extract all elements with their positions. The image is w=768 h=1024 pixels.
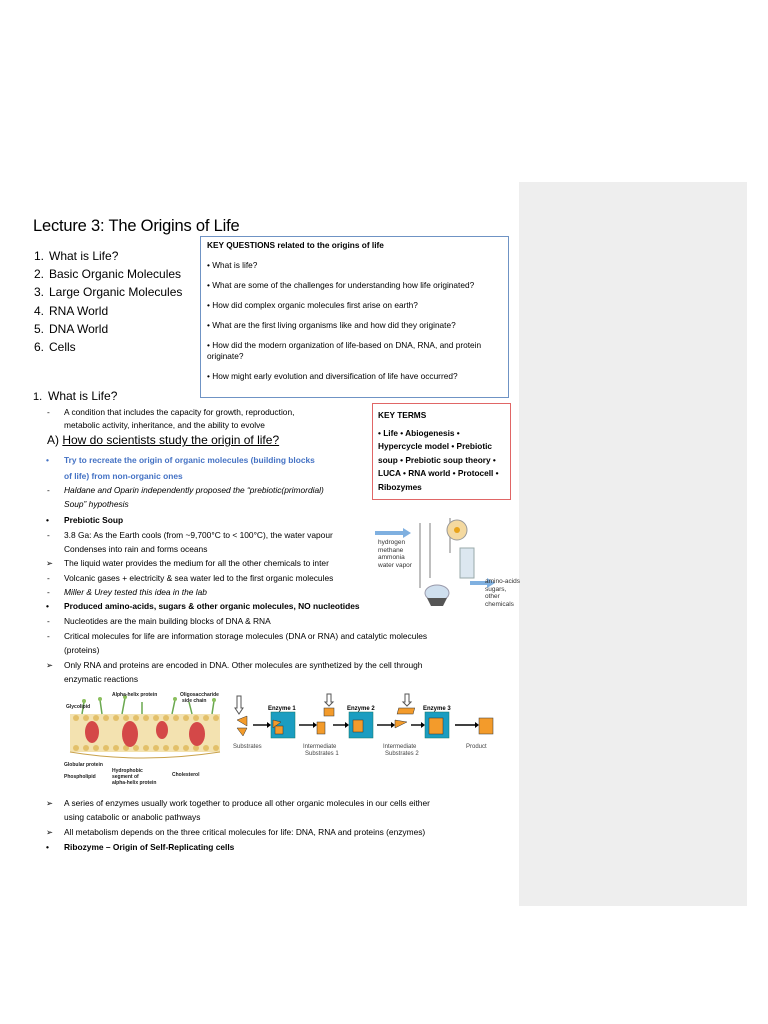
miller-output-labels: amino-acids sugars, other chemicals — [485, 578, 521, 608]
key-question: • How did the modern organization of life-based on DNA, RNA, and protein originate? — [207, 340, 482, 361]
key-question: • What is life? — [207, 260, 258, 270]
key-questions-title: KEY QUESTIONS related to the origins of life — [207, 240, 384, 250]
toc-item: 1. What is Life? — [34, 249, 119, 263]
key-terms-text — [378, 409, 506, 494]
key-terms-list: • Life • Abiogenesis • Hypercycle model • Prebiotic soup • Prebiotic soup theory • LUCA • RNA world • Protocell • Ribozymes — [378, 427, 499, 492]
key-question: • What are the first living organisms like and how did they originate? — [207, 320, 456, 330]
key-question: • How might early evolution and diversification of life have occurred? — [207, 371, 458, 381]
membrane-labels: Alpha-helix protein Oligosaccharide side chain Glycolipid Globular protein Phospholipid Hydrophobic segment of alpha-helix protein Cholesterol — [64, 692, 219, 786]
lecture-title: Lecture 3: The Origins of Life — [33, 217, 240, 235]
miller-input-labels: hydrogen methane ammonia water vapor — [378, 539, 412, 569]
section-heading: 1. What is Life? — [33, 389, 118, 403]
key-questions-text — [207, 240, 505, 382]
toc-item: 5. DNA World — [34, 321, 109, 336]
key-question: • What are some of the challenges for understanding how life originated? — [207, 280, 475, 290]
key-terms-title: KEY TERMS — [378, 410, 427, 420]
toc-item: 4. RNA World — [34, 303, 109, 318]
document-page: Lecture 3: The Origins of Life 1. What is Life? 2. Basic Organic Molecules 3. Large Organic Molecules 4. RNA World 5. DNA World 6. Cells KEY QUESTIONS related to the origins of life • What is life? • What are some of the challenges for understanding how life originated? • How did complex organic molecules first arise on earth? • What are the first living organisms like and how did they originate? • How did the modern organization of life-based on DNA, RNA, and protein originate? • How might early evolution and diversification of life have occurred? KEY TERMS • Life • Abiogenesis • Hypercycle model • Prebiotic soup • Prebiotic soup theory • LUCA • RNA world • Protocell • Ribozymes 1. What is Life? - A condition that includes the capacity for growth, reproduction, metabolic activity, inheritance, and the ability to evolve A) How do scientists study the origin of life? • Try to recreate the origin of organic molecules (building blocks of life) from non-organic ones - Haldane and Oparin independently proposed the “prebiotic(primordial) Soup” hypothesis • Prebiotic Soup - 3.8 Ga: As the Earth cools (from ~9,700°C to < 100°C), the water vapour Condenses into rain and forms oceans ➢ The liquid water provides the medium for all the other chemicals to inter - Volcanic gases + electricity & sea water led to the first organic molecules - Miller & Urey tested this idea in the lab • Produced amino-acids, sugars & other organic molecules, NO nucleotides - Nucleotides are the main building blocks of DNA & RNA - Critical molecules for life are information storage molecules (DNA or RNA) and catalytic molecules (proteins) ➢ Only RNA and proteins are encoded in DNA. Other molecules are synthetized by the cell through enzymatic reactions ➢ A series of enzymes usually work together to produce all other organic molecules in our cells either using catabolic or anabolic pathways ➢ All metabolism depends on the three critical molecules for life: DNA, RNA and proteins (enzymes) • Ribozyme – Origin of Self-Replicating cells hydrogen methane ammonia water vapor amino-acids sugars, other chemicals Alpha-helix protein Oligosaccharide side chain Glycolipid Globular protein Phospholipid Hydrophobic segment of alpha-helix protein Cholesterol Enzyme 1 Enzyme 2 Enzyme 3 Substrates Intermediate Substrates 1 Intermediate Substrates 2 Product — [0, 0, 768, 1024]
subheading-a: A) How do scientists study the origin of life? — [47, 433, 280, 447]
comment-pane — [519, 182, 747, 906]
toc-item: 2. Basic Organic Molecules — [34, 267, 182, 282]
enzyme-labels: Enzyme 1 Enzyme 2 Enzyme 3 Substrates Intermediate Substrates 1 Intermediate Substrates 2 Product — [233, 706, 487, 757]
toc-item: 3. Large Organic Molecules — [34, 285, 183, 300]
toc-item: 6. Cells — [34, 340, 76, 355]
table-of-contents — [34, 247, 182, 356]
key-question: • How did complex organic molecules first arise on earth? — [207, 300, 418, 310]
